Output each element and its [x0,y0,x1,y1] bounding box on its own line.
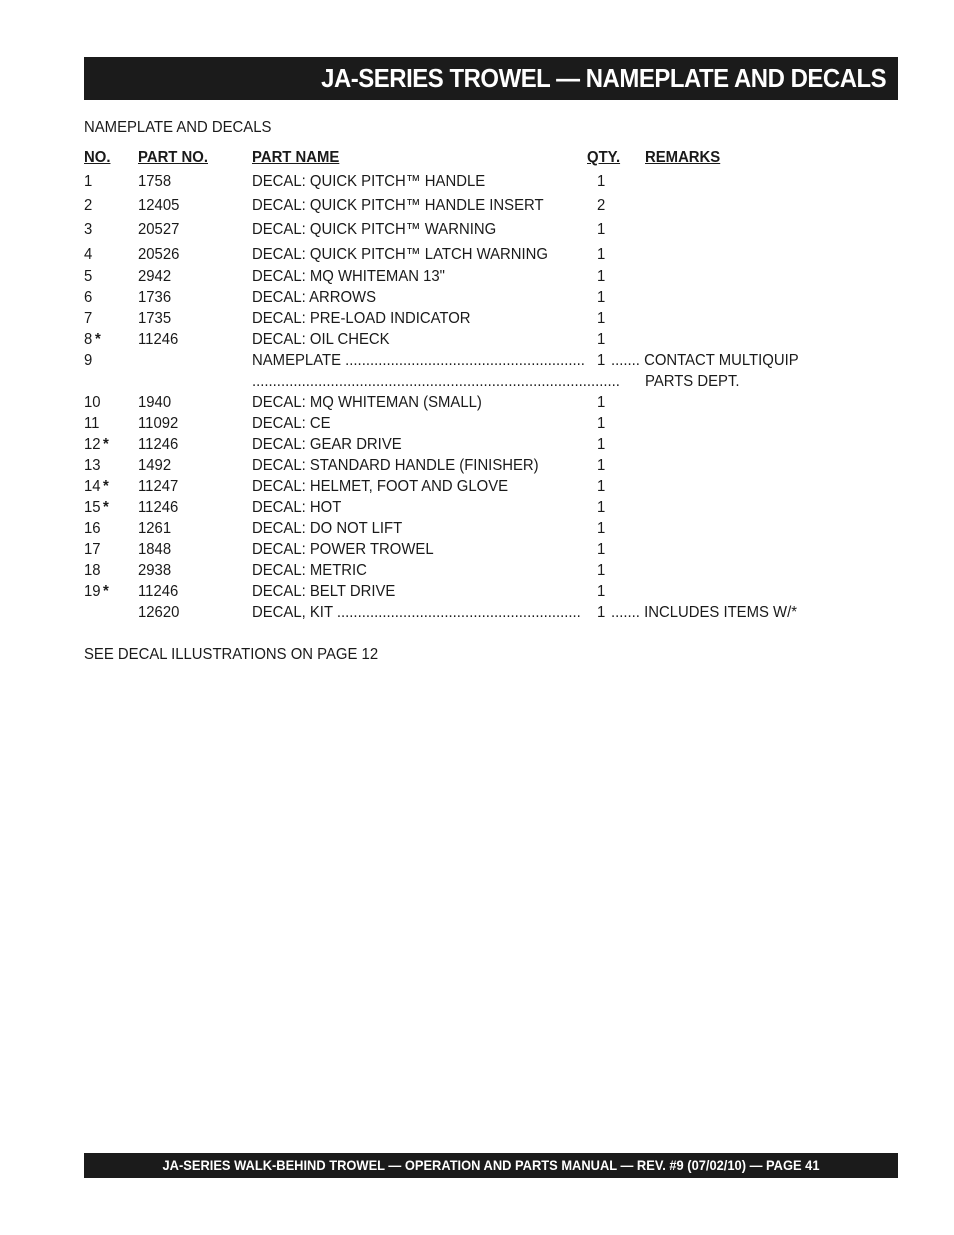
item-number: 19 [84,583,101,600]
part-number: 11247 [138,478,179,495]
table-row [0,540,954,560]
part-number: 1940 [138,394,172,411]
remarks: ....... CONTACT MULTIQUIP [611,352,799,369]
part-name: DECAL: STANDARD HANDLE (FINISHER) [252,457,539,474]
table-row [0,603,954,623]
part-name: ......................................................................................... [252,373,620,390]
kit-marker: * [103,436,109,453]
part-number: 20526 [138,246,180,263]
table-row [0,288,954,308]
table-row [0,245,954,265]
part-number: 1848 [138,541,172,558]
page-title: JA-SERIES TROWEL — NAMEPLATE AND DECALS [320,63,886,93]
table-row [0,498,954,518]
column-header-qty: QTY. [587,149,621,166]
quantity: 1 [597,310,606,327]
part-name: DECAL: MQ WHITEMAN (SMALL) [252,394,482,411]
quantity: 1 [597,541,606,558]
part-number: 12405 [138,197,180,214]
part-number: 1758 [138,173,172,190]
item-number: 18 [84,562,101,579]
part-number: 11092 [138,415,179,432]
part-number: 1261 [138,520,172,537]
footnote: SEE DECAL ILLUSTRATIONS ON PAGE 12 [84,646,379,663]
quantity: 1 [597,173,606,190]
part-name: DECAL: QUICK PITCH™ HANDLE INSERT [252,197,544,214]
table-row [0,172,954,192]
quantity: 1 [597,268,606,285]
quantity: 1 [597,289,606,306]
part-name: NAMEPLATE .......................................................... [252,352,585,369]
table-row [0,519,954,539]
part-number: 1735 [138,310,172,327]
column-header-part-no: PART NO. [138,149,208,166]
table-row [0,456,954,476]
item-number: 1 [84,173,93,190]
table-row [0,267,954,287]
table-row [0,351,954,371]
item-number: 6 [84,289,93,306]
item-number: 11 [84,415,100,432]
footer-text: JA-SERIES WALK-BEHIND TROWEL — OPERATION AND PARTS MANUAL — REV. #9 (07/02/10) — PAGE 41 [162,1157,820,1173]
item-number: 9 [84,352,93,369]
part-name: DECAL: OIL CHECK [252,331,390,348]
part-name: DECAL: QUICK PITCH™ LATCH WARNING [252,246,548,263]
column-header-no: NO. [84,149,111,166]
quantity: 1 [597,394,606,411]
quantity: 1 [597,562,606,579]
table-row [0,393,954,413]
part-name: DECAL: METRIC [252,562,367,579]
item-number: 12 [84,436,101,453]
item-number: 8 [84,331,93,348]
item-number: 5 [84,268,93,285]
quantity: 1 [597,415,606,432]
item-number: 4 [84,246,93,263]
quantity: 1 [597,246,606,263]
part-name: DECAL: HOT [252,499,342,516]
part-name: DECAL: POWER TROWEL [252,541,434,558]
table-row [0,196,954,216]
quantity: 1 [597,221,606,238]
footer-bar [84,1153,898,1178]
table-row [0,582,954,602]
quantity: 1 [597,436,606,453]
part-name: DECAL: HELMET, FOOT AND GLOVE [252,478,509,495]
quantity: 1 [597,520,606,537]
header-bar [84,57,898,100]
column-header-remarks: REMARKS [645,149,721,166]
part-number: 1492 [138,457,172,474]
quantity: 1 [597,478,606,495]
part-number: 1736 [138,289,172,306]
column-header-part-name: PART NAME [252,149,340,166]
item-number: 3 [84,221,93,238]
part-number: 2942 [138,268,172,285]
item-number: 10 [84,394,101,411]
item-number: 15 [84,499,101,516]
item-number: 7 [84,310,93,327]
table-row [0,414,954,434]
part-name: DECAL: QUICK PITCH™ HANDLE [252,173,486,190]
quantity: 1 [597,583,606,600]
table-row [0,477,954,497]
table-row [0,220,954,240]
section-label: NAMEPLATE AND DECALS [84,119,272,136]
kit-marker: * [103,499,109,516]
part-number: 2938 [138,562,172,579]
remarks: PARTS DEPT. [645,373,740,390]
part-name: DECAL: DO NOT LIFT [252,520,403,537]
kit-marker: * [103,583,109,600]
item-number: 2 [84,197,93,214]
part-name: DECAL: ARROWS [252,289,377,306]
part-number: 12620 [138,604,180,621]
part-name: DECAL: PRE-LOAD INDICATOR [252,310,471,327]
quantity: 1 [597,457,606,474]
part-name: DECAL: BELT DRIVE [252,583,396,600]
quantity: 1 [597,352,606,369]
part-name: DECAL: MQ WHITEMAN 13" [252,268,445,285]
table-row [0,309,954,329]
part-number: 20527 [138,221,180,238]
table-row [0,561,954,581]
part-number: 11246 [138,583,179,600]
item-number: 13 [84,457,101,474]
item-number: 16 [84,520,101,537]
table-row [0,372,954,392]
part-number: 11246 [138,331,179,348]
part-number: 11246 [138,499,179,516]
part-name: DECAL: QUICK PITCH™ WARNING [252,221,497,238]
part-name: DECAL: CE [252,415,331,432]
part-name: DECAL: GEAR DRIVE [252,436,402,453]
quantity: 1 [597,499,606,516]
table-row [0,330,954,350]
remarks: ....... INCLUDES ITEMS W/* [611,604,798,621]
table-row [0,435,954,455]
item-number: 17 [84,541,101,558]
quantity: 2 [597,197,606,214]
kit-marker: * [103,478,109,495]
quantity: 1 [597,604,606,621]
part-number: 11246 [138,436,179,453]
kit-marker: * [95,331,101,348]
item-number: 14 [84,478,101,495]
quantity: 1 [597,331,606,348]
part-name: DECAL, KIT ........................................................... [252,604,581,621]
